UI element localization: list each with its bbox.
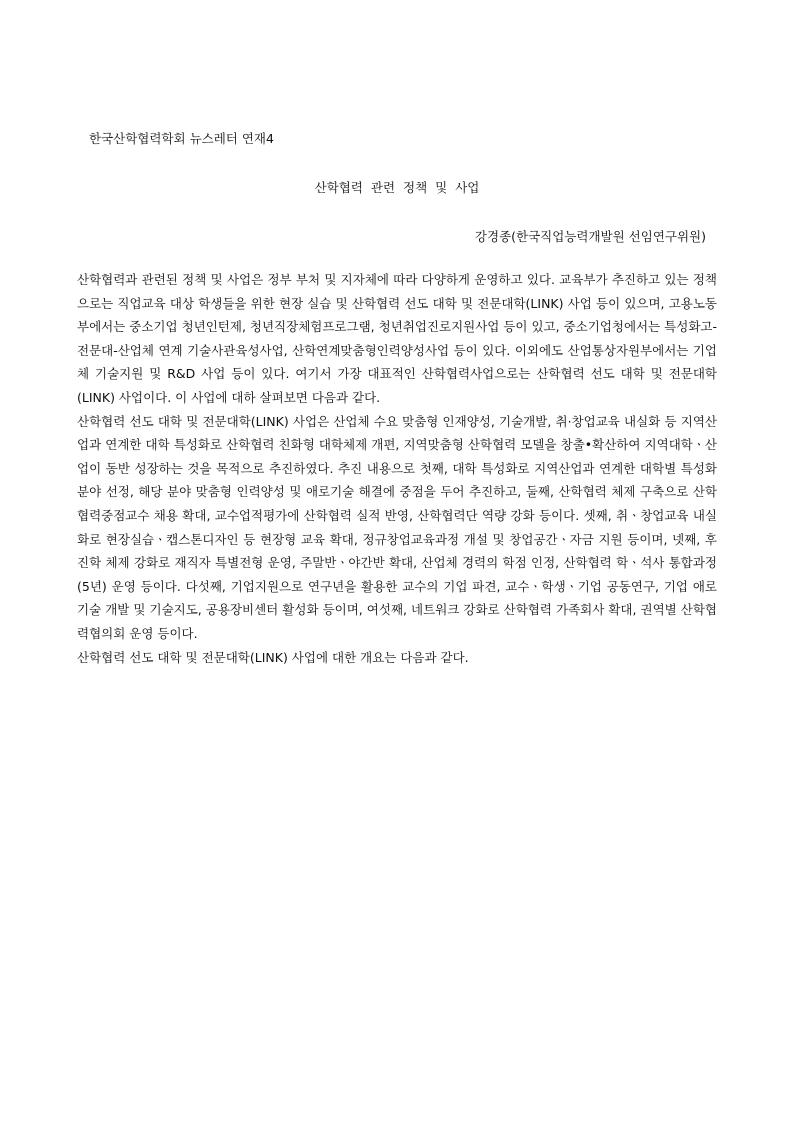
body-paragraph: 산학협력과 관련된 정책 및 사업은 정부 부처 및 지자체에 따라 다양하게 운영하고 있다. 교육부가 추진하고 있는 정책으로는 직업교육 대상 학생들을 위한 현장 실습 및 산학협력 선도 대학 및 전문대학(LINK) 사업 등이 있으며, 고용노동부에서는 중소기업 청년인턴제, 청년직장체험프로그램, 청년취업진로지원사업 등이 있고, 중소기업청에서는 특성화고-전문대-산업체 연계 기술사관육성사업, 산학연계맞춤형인력양성사업 등이 있다. 이외에도 산업통상자원부에서는 기업체 기술지원 및 R&D 사업 등이 있다. 여기서 가장 대표적인 산학협력사업으로는 산학협력 선도 대학 및 전문대학(LINK) 사업이다. 이 사업에 대하 살펴보면 다음과 같다. bbox=[77, 272, 717, 405]
article-body bbox=[77, 268, 717, 669]
article-title: 산학협력 관련 정책 및 사업 bbox=[314, 180, 480, 195]
author-line: 강경종(한국직업능력개발원 선임연구위원) bbox=[474, 229, 706, 244]
newsletter-series-label: 한국산학협력학회 뉴스레터 연재4 bbox=[89, 131, 274, 146]
body-paragraph: 산학협력 선도 대학 및 전문대학(LINK) 사업은 산업체 수요 맞춤형 인재양성, 기술개발, 취·창업교육 내실화 등 지역산업과 연계한 대학 특성화로 산학협력 친화형 대학체제 개편, 지역맞춤형 산학협력 모델을 창출•확산하여 지역대학ㆍ산업이 동반 성장하는 것을 목적으로 추진하였다. 추진 내용으로 첫째, 대학 특성화로 지역산업과 연계한 대학별 특성화 분야 선정, 해당 분야 맞춤형 인력양성 및 애로기술 해결에 중점을 두어 추진하고, 둘째, 산학협력 체제 구축으로 산학협력중점교수 채용 확대, 교수업적평가에 산학협력 실적 반영, 산학협력단 역량 강화 등이다. 셋째, 취ㆍ창업교육 내실화로 현장실습ㆍ캡스톤디자인 등 현장형 교육 확대, 정규창업교육과정 개설 및 창업공간ㆍ자금 지원 등이며, 넷째, 후진학 체제 강화로 재직자 특별전형 운영, 주말반ㆍ야간반 확대, 산업체 경력의 학점 인정, 산학협력 학ㆍ석사 통합과정(5년) 운영 등이다. 다섯째, 기업지원으로 연구년을 활용한 교수의 기업 파견, 교수ㆍ학생ㆍ기업 공동연구, 기업 애로기술 개발 및 기술지도, 공용장비센터 활성화 등이며, 여섯째, 네트워크 강화로 산학협력 가족회사 확대, 권역별 산학협력협의회 운영 등이다. bbox=[77, 413, 717, 641]
body-paragraph: 산학협력 선도 대학 및 전문대학(LINK) 사업에 대한 개요는 다음과 같다. bbox=[77, 649, 469, 665]
